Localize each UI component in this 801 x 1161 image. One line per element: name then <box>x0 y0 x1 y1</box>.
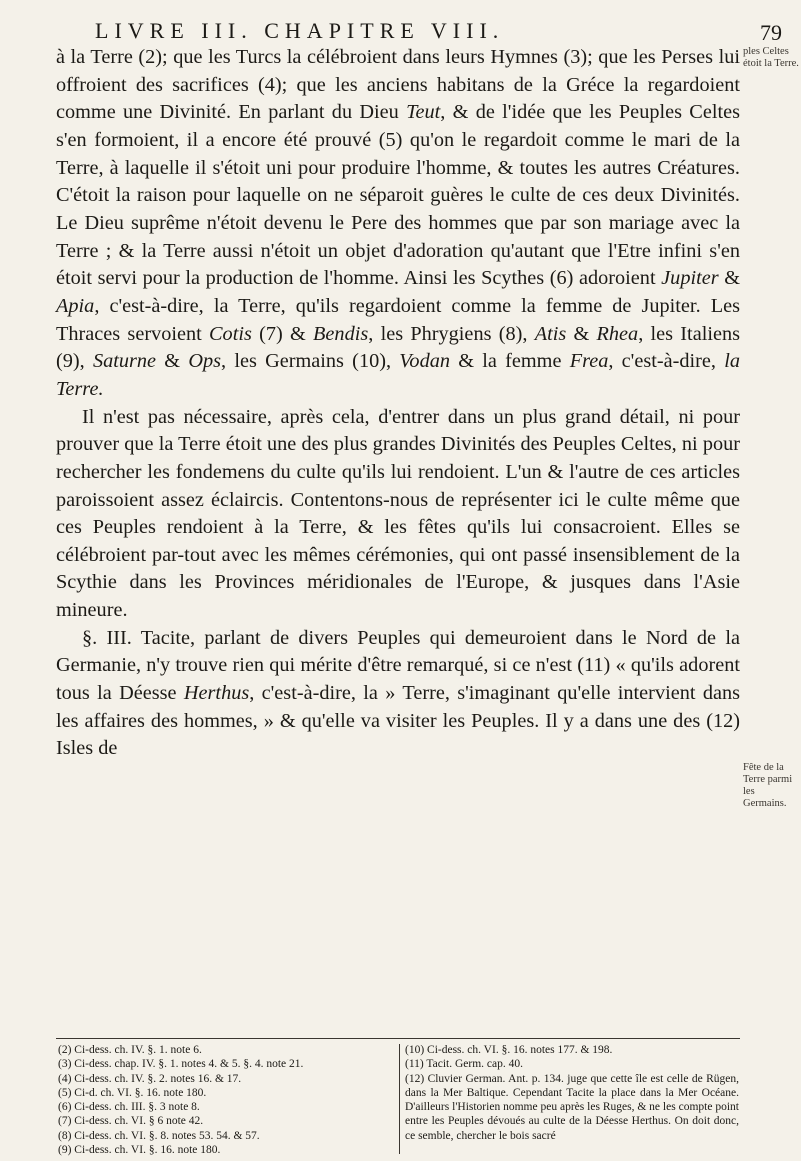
paragraph: Il n'est pas nécessaire, après cela, d'entrer dans un plus grand détail, ni pour prouver que la Terre étoit une des plus grandes Divinités des Peuples Celtes, ni pour rechercher les fondemens du culte qu'ils lui rendoient. L'un & l'autre de ces articles paroissoient assez éclaircis. Contentons-nous de représenter ici le culte même que ces Peuples rendoient à la Terre, & les fêtes qu'ils lui consacroient. Elles se célébroient par-tout avec les mêmes cérémonies, qui ont passé insensiblement de la Scythie dans les Provinces méridionales de l'Europe, & jusques dans l'Asie mineure. <box>56 405 740 622</box>
italic-term: Saturne <box>92 350 157 373</box>
margin-note-1 <box>743 46 799 70</box>
paragraph: à la Terre (2); que les Turcs la célébroient dans leurs Hymnes (3); que les Perses lui offroient des sacrifices (4); que les anciens habitans de la Gréce la regardoient comme une Divinité. En parlant du Dieu Teut, & de l'idée que les Peuples Celtes s'en formoient, il a encore été prouvé (5) qu'on le regardoit comme le mari de la Terre, à laquelle il s'étoit uni pour produire l'homme, & toutes les autres Créatures. C'étoit la raison pour laquelle on ne séparoit guères le culte de ces deux Divinités. Le Dieu suprême n'étoit devenu le Pere des hommes que par son mariage avec la Terre ; & la Terre aussi n'étoit un objet d'adoration qu'autant que l'Etre infini s'en étoit servi pour la production de l'homme. Ainsi les Scythes (6) adoroient Jupiter & Apia, c'est-à-dire, la Terre, qu'ils regardoient comme la femme de Jupiter. Les Thraces servoient Cotis (7) & Bendis, les Phrygiens (8), Atis & Rhea, les Italiens (9), Saturne & Ops, les Germains (10), Vodan & la femme Frea, c'est-à-dire, la Terre. <box>56 46 740 400</box>
page-number: 79 <box>760 20 782 45</box>
footnotes-left <box>58 1043 394 1157</box>
footnote-column-divider <box>399 1044 400 1154</box>
footnote: (4) Ci-dess. ch. IV. §. 2. notes 16. & 17. <box>58 1072 242 1085</box>
italic-term: la Terre. <box>56 350 740 400</box>
italic-term: Vodan <box>399 350 450 373</box>
italic-term: Herthus <box>183 682 250 705</box>
margin-note-2 <box>743 762 799 810</box>
paragraph: §. III. Tacite, parlant de divers Peuples qui demeuroient dans le Nord de la Germanie, n'y trouve rien qui mérite d'être remarqué, si ce n'est (11) « qu'ils adorent tous la Déesse Herthus, c'est-à-dire, la » Terre, s'imaginant qu'elle intervient dans les affaires des hommes, » & qu'elle va visiter les Peuples. Il y a dans une des (12) Isles de <box>56 626 740 760</box>
footnotes-right <box>405 1043 739 1143</box>
footnote: (9) Ci-dess. ch. VI. §. 16. note 180. <box>58 1144 221 1157</box>
footnote: (5) Ci-d. ch. VI. §. 16. note 180. <box>58 1086 207 1099</box>
margin-note-line: Terre parmi <box>743 774 793 785</box>
italic-term: Rhea <box>596 322 639 345</box>
footnote: (6) Ci-dess. ch. III. §. 3 note 8. <box>58 1101 200 1114</box>
italic-term: Ops <box>188 350 222 373</box>
italic-term: Atis <box>534 322 567 345</box>
italic-term: Cotis <box>209 322 252 345</box>
footnote: (8) Ci-dess. ch. VI. §. 8. notes 53. 54. & 57. <box>58 1129 260 1142</box>
italic-term: Teut <box>406 101 441 124</box>
margin-note-line: ples Celtes <box>743 46 789 57</box>
italic-term: Apia <box>56 294 95 317</box>
footnote: (12) Cluvier German. Ant. p. 134. juge que cette île est celle de Rügen, dans la Mer Baltique. Cependant Tacite la place dans la Mer Océane. D'ailleurs l'Historien nomme peu après les Ruges, & ne les compte point entre les Peuples dévoués au culte de la Déesse Herthus. On doit donc, ce semble, chercher le bois sacré <box>405 1072 739 1142</box>
footnote: (11) Tacit. Germ. cap. 40. <box>405 1058 523 1071</box>
italic-term: Bendis <box>313 322 369 345</box>
italic-term: Frea <box>569 350 609 373</box>
margin-note-line: les Germains. <box>743 786 787 809</box>
footnote: (2) Ci-dess. ch. IV. §. 1. note 6. <box>58 1044 202 1056</box>
running-title: LIVRE III. CHAPITRE VIII. <box>95 18 505 43</box>
margin-note-line: étoit la Terre. <box>743 58 799 69</box>
footnote-rule <box>56 1038 740 1039</box>
footnote: (3) Ci-dess. chap. IV. §. 1. notes 4. & 5. §. 4. note 21. <box>58 1058 304 1071</box>
footnote: (10) Ci-dess. ch. VI. §. 16. notes 177. & 198. <box>405 1044 613 1056</box>
footnote: (7) Ci-dess. ch. VI. § 6 note 42. <box>58 1115 204 1128</box>
italic-term: Jupiter <box>661 267 719 290</box>
margin-note-line: Fête de la <box>743 762 784 773</box>
main-text <box>56 44 740 763</box>
